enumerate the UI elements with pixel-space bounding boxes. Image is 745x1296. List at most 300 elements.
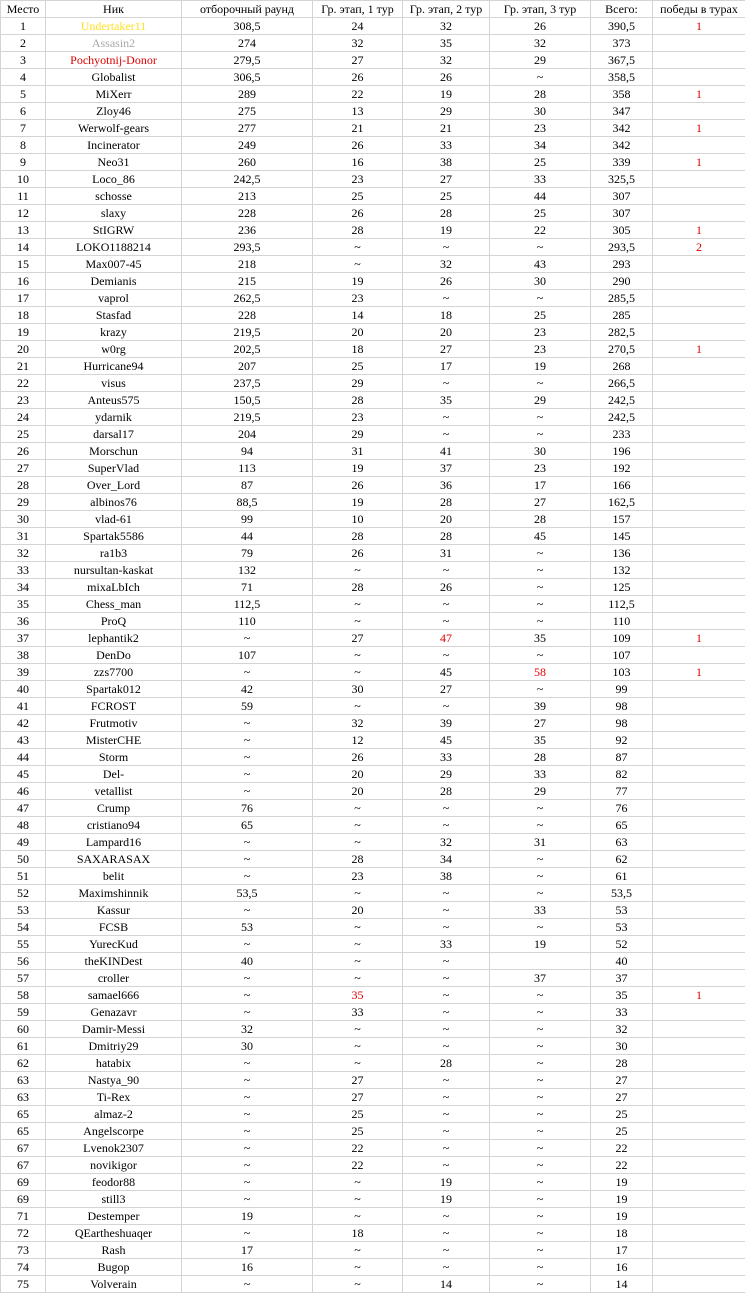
table-row (1, 409, 745, 426)
place-cell: 73 (1, 1242, 46, 1259)
place-cell: 9 (1, 154, 46, 171)
stage2-cell: 38 (403, 868, 490, 885)
stage1-cell: 27 (313, 630, 403, 647)
place-cell: 45 (1, 766, 46, 783)
stage3-cell: 19 (490, 936, 591, 953)
wins-cell (653, 868, 745, 885)
qualifying-cell: 204 (182, 426, 313, 443)
wins-cell (653, 375, 745, 392)
nick-cell: Assasin2 (46, 35, 182, 52)
total-cell: 196 (591, 443, 653, 460)
stage3-cell: 30 (490, 103, 591, 120)
stage2-cell: 45 (403, 664, 490, 681)
stage2-cell: ~ (403, 239, 490, 256)
nick-cell: lephantik2 (46, 630, 182, 647)
wins-cell (653, 902, 745, 919)
wins-cell (653, 545, 745, 562)
qualifying-cell: 215 (182, 273, 313, 290)
wins-cell: 1 (653, 154, 745, 171)
stage1-cell: ~ (313, 1174, 403, 1191)
total-cell: 192 (591, 460, 653, 477)
wins-cell (653, 834, 745, 851)
stage1-cell: 27 (313, 1072, 403, 1089)
stage2-cell: 29 (403, 766, 490, 783)
nick-cell: Demianis (46, 273, 182, 290)
nick-cell: Max007-45 (46, 256, 182, 273)
stage3-cell: 17 (490, 477, 591, 494)
place-cell: 29 (1, 494, 46, 511)
qualifying-cell: 94 (182, 443, 313, 460)
place-cell: 13 (1, 222, 46, 239)
place-cell: 23 (1, 392, 46, 409)
nick-cell: visus (46, 375, 182, 392)
place-cell: 44 (1, 749, 46, 766)
place-cell: 18 (1, 307, 46, 324)
stage2-cell: ~ (403, 885, 490, 902)
table-row (1, 426, 745, 443)
stage1-cell: 20 (313, 766, 403, 783)
total-cell: 35 (591, 987, 653, 1004)
place-cell: 12 (1, 205, 46, 222)
nick-cell: Storm (46, 749, 182, 766)
qualifying-cell: 30 (182, 1038, 313, 1055)
table-row (1, 1225, 745, 1242)
place-cell: 34 (1, 579, 46, 596)
place-cell: 8 (1, 137, 46, 154)
nick-cell: Morschun (46, 443, 182, 460)
wins-cell: 1 (653, 18, 745, 35)
place-cell: 71 (1, 1208, 46, 1225)
wins-cell (653, 681, 745, 698)
qualifying-cell: 76 (182, 800, 313, 817)
table-row (1, 1157, 745, 1174)
stage2-cell: 34 (403, 851, 490, 868)
qualifying-cell: ~ (182, 1004, 313, 1021)
stage3-cell: 28 (490, 749, 591, 766)
table-row (1, 1072, 745, 1089)
total-cell: 17 (591, 1242, 653, 1259)
nick-cell: Neo31 (46, 154, 182, 171)
qualifying-cell: 40 (182, 953, 313, 970)
stage2-cell: 19 (403, 86, 490, 103)
table-row (1, 188, 745, 205)
nick-cell: Del- (46, 766, 182, 783)
stage3-cell: ~ (490, 1259, 591, 1276)
stage2-cell: 20 (403, 324, 490, 341)
stage1-cell: 30 (313, 681, 403, 698)
stage2-cell: ~ (403, 1038, 490, 1055)
total-cell: 307 (591, 188, 653, 205)
qualifying-cell: 79 (182, 545, 313, 562)
qualifying-cell: 274 (182, 35, 313, 52)
stage2-cell: 35 (403, 392, 490, 409)
wins-cell: 1 (653, 120, 745, 137)
qualifying-cell: 218 (182, 256, 313, 273)
table-row (1, 341, 745, 358)
stage3-cell: ~ (490, 409, 591, 426)
nick-cell: Lvenok2307 (46, 1140, 182, 1157)
stage3-cell: ~ (490, 545, 591, 562)
table-row (1, 783, 745, 800)
nick-cell: QEartheshuaqer (46, 1225, 182, 1242)
table-row (1, 613, 745, 630)
nick-cell: Angelscorpe (46, 1123, 182, 1140)
place-cell: 3 (1, 52, 46, 69)
nick-cell: novikigor (46, 1157, 182, 1174)
qualifying-cell: 53 (182, 919, 313, 936)
total-cell: 19 (591, 1191, 653, 1208)
stage2-cell: ~ (403, 596, 490, 613)
stage1-cell: 27 (313, 52, 403, 69)
wins-cell (653, 1276, 745, 1293)
total-cell: 358,5 (591, 69, 653, 86)
wins-cell (653, 273, 745, 290)
total-cell: 367,5 (591, 52, 653, 69)
table-row (1, 1276, 745, 1293)
stage3-cell: 29 (490, 783, 591, 800)
stage3-cell: ~ (490, 69, 591, 86)
table-row (1, 443, 745, 460)
qualifying-cell: 236 (182, 222, 313, 239)
nick-cell: Lampard16 (46, 834, 182, 851)
qualifying-cell: 262,5 (182, 290, 313, 307)
table-row (1, 103, 745, 120)
stage3-cell: ~ (490, 1157, 591, 1174)
header-total: Всего: (591, 1, 653, 18)
place-cell: 11 (1, 188, 46, 205)
stage1-cell: 14 (313, 307, 403, 324)
stage2-cell: 27 (403, 681, 490, 698)
place-cell: 21 (1, 358, 46, 375)
stage2-cell: 19 (403, 1174, 490, 1191)
total-cell: 268 (591, 358, 653, 375)
nick-cell: Volverain (46, 1276, 182, 1293)
qualifying-cell: 110 (182, 613, 313, 630)
nick-cell: Spartak5586 (46, 528, 182, 545)
stage3-cell: ~ (490, 1174, 591, 1191)
wins-cell (653, 1225, 745, 1242)
stage1-cell: ~ (313, 256, 403, 273)
stage1-cell: ~ (313, 1242, 403, 1259)
stage2-cell: 21 (403, 120, 490, 137)
nick-cell: feodor88 (46, 1174, 182, 1191)
table-row (1, 358, 745, 375)
nick-cell: vaprol (46, 290, 182, 307)
total-cell: 37 (591, 970, 653, 987)
wins-cell (653, 749, 745, 766)
qualifying-cell: 219,5 (182, 409, 313, 426)
stage3-cell: 32 (490, 35, 591, 52)
table-row (1, 392, 745, 409)
stage2-cell: 25 (403, 188, 490, 205)
wins-cell (653, 511, 745, 528)
table-row (1, 137, 745, 154)
stage2-cell: 26 (403, 273, 490, 290)
wins-cell (653, 1106, 745, 1123)
wins-cell (653, 205, 745, 222)
stage2-cell: 39 (403, 715, 490, 732)
stage3-cell: ~ (490, 868, 591, 885)
nick-cell: FCSB (46, 919, 182, 936)
table-row (1, 290, 745, 307)
stage3-cell: ~ (490, 1140, 591, 1157)
total-cell: 63 (591, 834, 653, 851)
stage2-cell: 27 (403, 171, 490, 188)
table-row (1, 732, 745, 749)
stage2-cell: ~ (403, 1123, 490, 1140)
place-cell: 59 (1, 1004, 46, 1021)
stage1-cell: 27 (313, 1089, 403, 1106)
qualifying-cell: ~ (182, 630, 313, 647)
table-row (1, 698, 745, 715)
wins-cell (653, 460, 745, 477)
wins-cell (653, 477, 745, 494)
place-cell: 56 (1, 953, 46, 970)
qualifying-cell: ~ (182, 1123, 313, 1140)
total-cell: 285 (591, 307, 653, 324)
stage2-cell: 33 (403, 749, 490, 766)
wins-cell (653, 851, 745, 868)
place-cell: 53 (1, 902, 46, 919)
table-row (1, 324, 745, 341)
stage1-cell: ~ (313, 1021, 403, 1038)
stage1-cell: 26 (313, 69, 403, 86)
nick-cell: ProQ (46, 613, 182, 630)
table-row (1, 86, 745, 103)
stage3-cell: 27 (490, 715, 591, 732)
stage1-cell: 12 (313, 732, 403, 749)
stage2-cell: ~ (403, 953, 490, 970)
nick-cell: nursultan-kaskat (46, 562, 182, 579)
stage2-cell: 28 (403, 528, 490, 545)
nick-cell: Damir-Messi (46, 1021, 182, 1038)
wins-cell (653, 783, 745, 800)
stage1-cell: 28 (313, 222, 403, 239)
stage2-cell: 28 (403, 494, 490, 511)
stage2-cell: ~ (403, 919, 490, 936)
table-row (1, 1191, 745, 1208)
place-cell: 1 (1, 18, 46, 35)
header-group-stage-2: Гр. этап, 2 тур (403, 1, 490, 18)
total-cell: 103 (591, 664, 653, 681)
stage2-cell: ~ (403, 1004, 490, 1021)
nick-cell: Kassur (46, 902, 182, 919)
stage2-cell: ~ (403, 409, 490, 426)
place-cell: 72 (1, 1225, 46, 1242)
nick-cell: ydarnik (46, 409, 182, 426)
qualifying-cell: 207 (182, 358, 313, 375)
nick-cell: SuperVlad (46, 460, 182, 477)
stage1-cell: 18 (313, 341, 403, 358)
stage1-cell: ~ (313, 936, 403, 953)
stage1-cell: 23 (313, 868, 403, 885)
table-row (1, 817, 745, 834)
total-cell: 342 (591, 120, 653, 137)
stage3-cell: ~ (490, 1004, 591, 1021)
stage3-cell: 34 (490, 137, 591, 154)
place-cell: 69 (1, 1191, 46, 1208)
stage1-cell: 13 (313, 103, 403, 120)
stage1-cell: 25 (313, 188, 403, 205)
place-cell: 22 (1, 375, 46, 392)
stage3-cell: 28 (490, 511, 591, 528)
wins-cell (653, 1242, 745, 1259)
stage3-cell: 28 (490, 86, 591, 103)
table-row (1, 596, 745, 613)
nick-cell: ra1b3 (46, 545, 182, 562)
qualifying-cell: 306,5 (182, 69, 313, 86)
stage3-cell: 33 (490, 171, 591, 188)
place-cell: 28 (1, 477, 46, 494)
stage1-cell: 10 (313, 511, 403, 528)
wins-cell (653, 766, 745, 783)
total-cell: 110 (591, 613, 653, 630)
wins-cell (653, 647, 745, 664)
stage3-cell: ~ (490, 596, 591, 613)
nick-cell: Ti-Rex (46, 1089, 182, 1106)
qualifying-cell: 308,5 (182, 18, 313, 35)
wins-cell: 1 (653, 987, 745, 1004)
place-cell: 37 (1, 630, 46, 647)
total-cell: 373 (591, 35, 653, 52)
total-cell: 25 (591, 1123, 653, 1140)
table-row (1, 970, 745, 987)
wins-cell (653, 1055, 745, 1072)
nick-cell: theKINDest (46, 953, 182, 970)
qualifying-cell: 219,5 (182, 324, 313, 341)
qualifying-cell: ~ (182, 1174, 313, 1191)
table-row (1, 1208, 745, 1225)
qualifying-cell: 99 (182, 511, 313, 528)
place-cell: 67 (1, 1157, 46, 1174)
nick-cell: Bugop (46, 1259, 182, 1276)
table-row (1, 35, 745, 52)
qualifying-cell: ~ (182, 902, 313, 919)
qualifying-cell: 112,5 (182, 596, 313, 613)
stage1-cell: 22 (313, 1140, 403, 1157)
qualifying-cell: 277 (182, 120, 313, 137)
qualifying-cell: 242,5 (182, 171, 313, 188)
nick-cell: Chess_man (46, 596, 182, 613)
stage1-cell: ~ (313, 1038, 403, 1055)
total-cell: 28 (591, 1055, 653, 1072)
qualifying-cell: 53,5 (182, 885, 313, 902)
wins-cell (653, 188, 745, 205)
wins-cell (653, 562, 745, 579)
place-cell: 51 (1, 868, 46, 885)
stage2-cell: 29 (403, 103, 490, 120)
place-cell: 52 (1, 885, 46, 902)
stage3-cell: 29 (490, 52, 591, 69)
place-cell: 4 (1, 69, 46, 86)
wins-cell (653, 494, 745, 511)
stage2-cell: 32 (403, 18, 490, 35)
place-cell: 65 (1, 1123, 46, 1140)
wins-cell (653, 1157, 745, 1174)
total-cell: 18 (591, 1225, 653, 1242)
qualifying-cell: 293,5 (182, 239, 313, 256)
stage1-cell: 26 (313, 545, 403, 562)
place-cell: 31 (1, 528, 46, 545)
stage1-cell: ~ (313, 817, 403, 834)
place-cell: 75 (1, 1276, 46, 1293)
total-cell: 325,5 (591, 171, 653, 188)
qualifying-cell: ~ (182, 868, 313, 885)
qualifying-cell: ~ (182, 1191, 313, 1208)
header-round-wins: победы в турах (653, 1, 745, 18)
stage2-cell: 37 (403, 460, 490, 477)
wins-cell: 1 (653, 86, 745, 103)
nick-cell: Rash (46, 1242, 182, 1259)
place-cell: 63 (1, 1072, 46, 1089)
place-cell: 54 (1, 919, 46, 936)
place-cell: 41 (1, 698, 46, 715)
wins-cell (653, 579, 745, 596)
stage3-cell: ~ (490, 1089, 591, 1106)
qualifying-cell: ~ (182, 1225, 313, 1242)
stage1-cell: 31 (313, 443, 403, 460)
stage1-cell: 20 (313, 902, 403, 919)
stage1-cell: ~ (313, 613, 403, 630)
stage1-cell: 32 (313, 715, 403, 732)
stage2-cell: ~ (403, 1208, 490, 1225)
qualifying-cell: ~ (182, 1140, 313, 1157)
stage3-cell: ~ (490, 987, 591, 1004)
stage1-cell: ~ (313, 1055, 403, 1072)
stage1-cell: ~ (313, 1276, 403, 1293)
total-cell: 125 (591, 579, 653, 596)
stage1-cell: ~ (313, 664, 403, 681)
nick-cell: Spartak012 (46, 681, 182, 698)
stage1-cell: 29 (313, 426, 403, 443)
stage2-cell: 36 (403, 477, 490, 494)
qualifying-cell: 59 (182, 698, 313, 715)
place-cell: 35 (1, 596, 46, 613)
stage2-cell: ~ (403, 426, 490, 443)
stage3-cell: 25 (490, 154, 591, 171)
nick-cell: belit (46, 868, 182, 885)
total-cell: 22 (591, 1140, 653, 1157)
wins-cell (653, 1004, 745, 1021)
nick-cell: vetallist (46, 783, 182, 800)
stage1-cell: ~ (313, 698, 403, 715)
table-row (1, 256, 745, 273)
stage1-cell: 22 (313, 86, 403, 103)
qualifying-cell: 260 (182, 154, 313, 171)
place-cell: 7 (1, 120, 46, 137)
qualifying-cell: 237,5 (182, 375, 313, 392)
stage3-cell: 33 (490, 902, 591, 919)
stage3-cell: ~ (490, 681, 591, 698)
place-cell: 57 (1, 970, 46, 987)
stage3-cell: 23 (490, 460, 591, 477)
place-cell: 55 (1, 936, 46, 953)
stage3-cell: 29 (490, 392, 591, 409)
stage1-cell: ~ (313, 1208, 403, 1225)
total-cell: 98 (591, 715, 653, 732)
total-cell: 14 (591, 1276, 653, 1293)
stage1-cell: 26 (313, 749, 403, 766)
table-row (1, 1106, 745, 1123)
stage1-cell: 16 (313, 154, 403, 171)
qualifying-cell: 87 (182, 477, 313, 494)
wins-cell (653, 35, 745, 52)
qualifying-cell: ~ (182, 1072, 313, 1089)
wins-cell (653, 800, 745, 817)
total-cell: 166 (591, 477, 653, 494)
stage3-cell: ~ (490, 817, 591, 834)
stage3-cell: ~ (490, 375, 591, 392)
